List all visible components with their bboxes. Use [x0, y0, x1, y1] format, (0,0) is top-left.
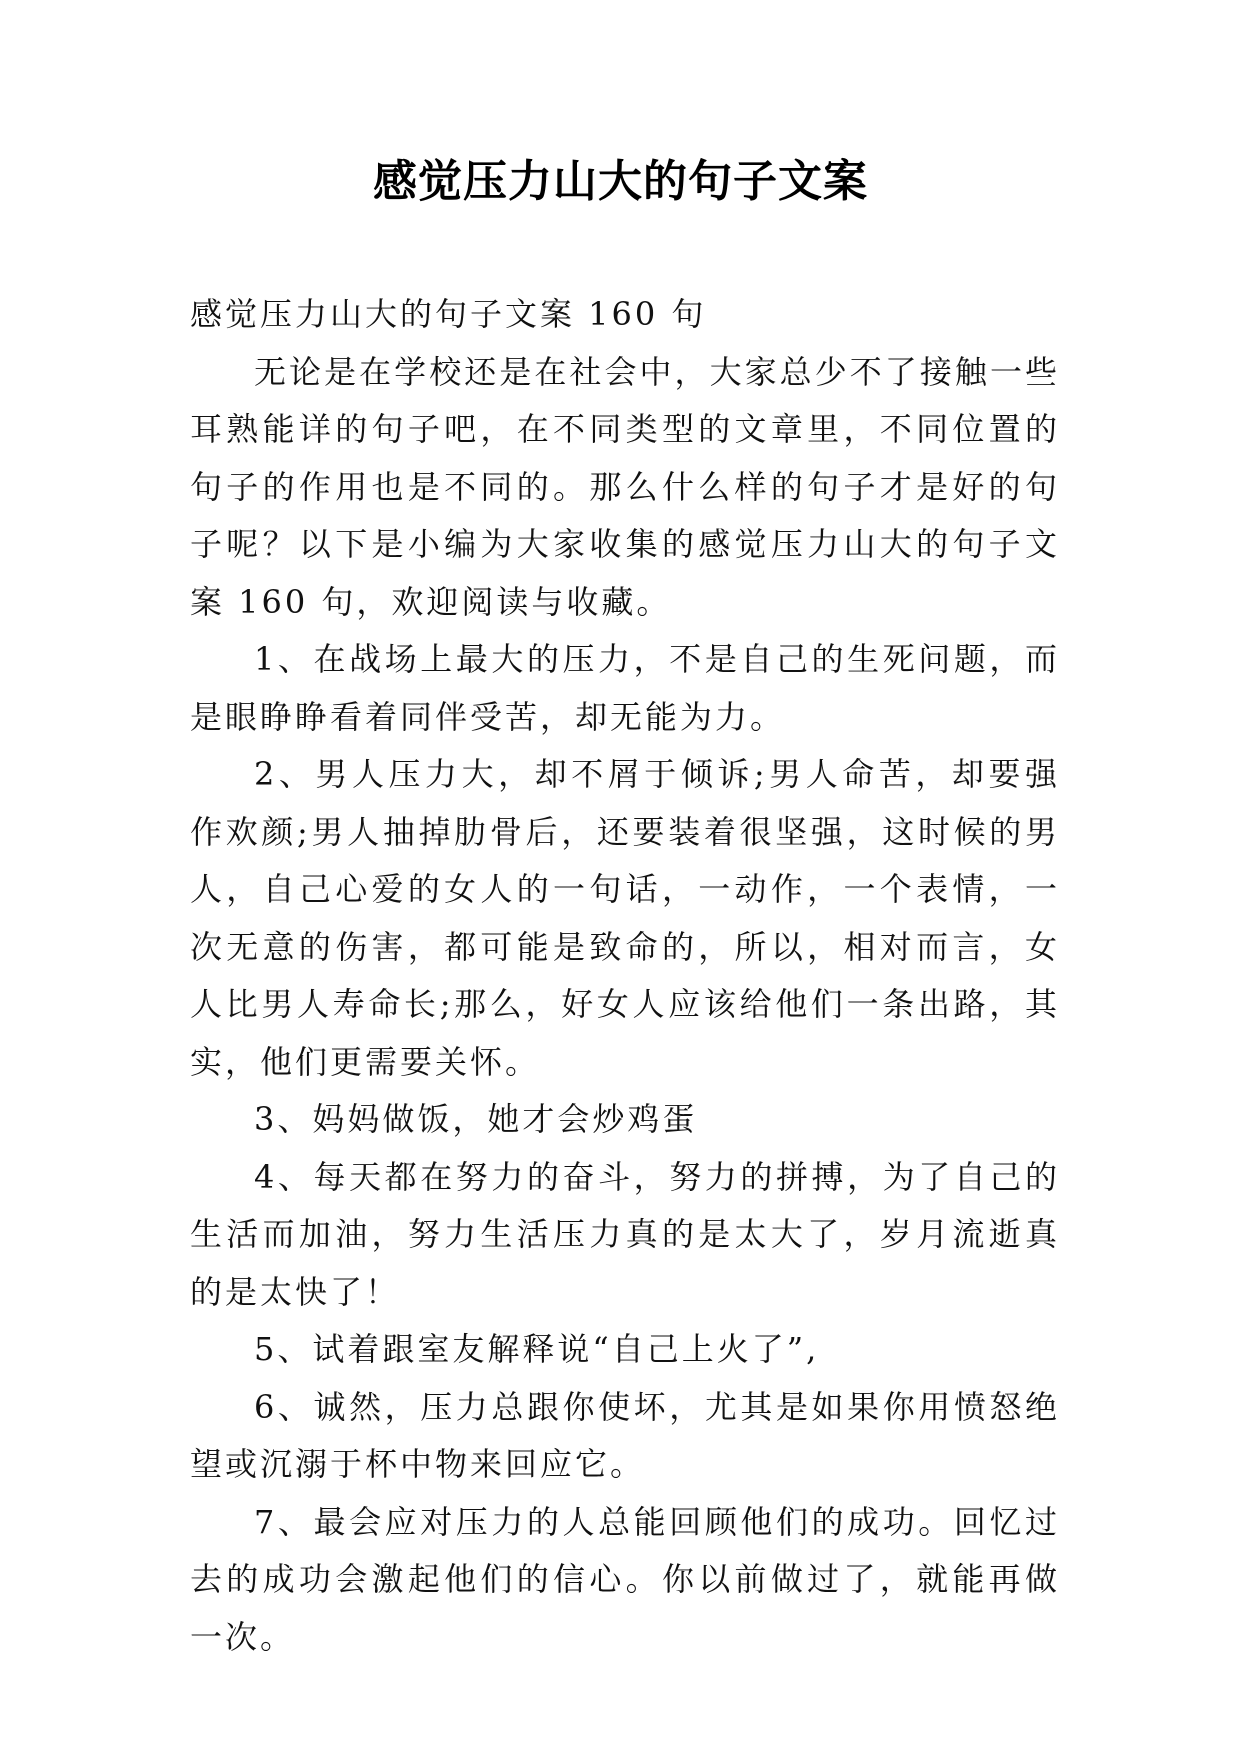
list-item: 5、试着跟室友解释说“自己上火了”,: [254, 1330, 820, 1368]
intro-paragraph: 无论是在学校还是在社会中，大家总少不了接触一些耳熟能详的句子吧，在不同类型的文章里，不同位置的句子的作用也是不同的。那么什么样的句子才是好的句子呢？以下是小编为大家收集的感觉压力山大的句子文案 160 句，欢迎阅读与收藏。: [190, 352, 1060, 621]
document-title: 感觉压力山大的句子文案: [373, 156, 868, 207]
list-item: 4、每天都在努力的奋斗，努力的拼搏，为了自己的生活而加油，努力生活压力真的是太大了，岁月流逝真的是太快了！: [190, 1157, 1060, 1311]
list-item: 3、妈妈做饭，她才会炒鸡蛋: [254, 1100, 698, 1138]
list-item: 1、在战场上最大的压力，不是自己的生死问题，而是眼睁睁看着同伴受苦，却无能为力。: [190, 640, 1060, 736]
list-item: 2、男人压力大，却不屑于倾诉;男人命苦，却要强作欢颜;男人抽掉肋骨后，还要装着很坚强，这时候的男人，自己心爱的女人的一句话，一动作，一个表情，一次无意的伤害，都可能是致命的，所以，相对而言，女人比男人寿命长;那么，好女人应该给他们一条出路，其实，他们更需要关怀。: [190, 755, 1060, 1081]
list-item: 7、最会应对压力的人总能回顾他们的成功。回忆过去的成功会激起他们的信心。你以前做过了，就能再做一次。: [190, 1502, 1060, 1656]
document-subtitle: 感觉压力山大的句子文案 160 句: [190, 295, 707, 333]
list-item: 6、诚然，压力总跟你使坏，尤其是如果你用愤怒绝望或沉溺于杯中物来回应它。: [190, 1387, 1060, 1483]
document-body: [190, 286, 1060, 1666]
